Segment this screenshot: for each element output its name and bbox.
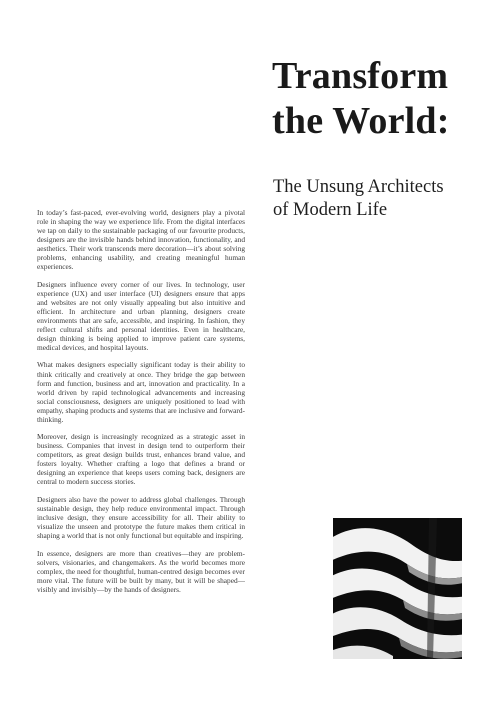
architecture-photo-graphic bbox=[333, 518, 462, 659]
article-body bbox=[37, 208, 245, 602]
title-line-1: Transform bbox=[272, 55, 449, 97]
body-paragraph-6: In essence, designers are more than creatives—they are problem-solvers, visionaries, and changemakers. As the world becomes more complex, the need for thoughtful, human-centred design becomes ever more vital. The future will be built by many, but it will be shaped—visibly and invisibly—by the hands of designers. bbox=[37, 548, 245, 594]
article-title bbox=[272, 54, 492, 144]
body-paragraph-5: Designers also have the power to address global challenges. Through sustainable design, they help reduce environmental impact. Through inclusive design, they ensure accessibility for all. Their ability to visualize the unseen and prototype the future makes them critical in shaping a world that is not only functional but equitable and inspiring. bbox=[37, 494, 245, 541]
article-subtitle bbox=[273, 176, 488, 222]
subtitle-line-1: The Unsung Architects bbox=[273, 177, 444, 197]
title-line-2: the World: bbox=[272, 100, 450, 142]
architecture-photo bbox=[333, 518, 462, 659]
subtitle-line-2: of Modern Life bbox=[273, 200, 388, 220]
body-paragraph-4: Moreover, design is increasingly recognized as a strategic asset in business. Companies that invest in design tend to outperform their competitors, as great design builds trust, enhances brand value, and fosters loyalty. Whether crafting a logo that defines a brand or designing an experience that keeps users coming back, designers are central to modern success stories. bbox=[37, 432, 245, 487]
body-paragraph-3: What makes designers especially significant today is their ability to think critically and creatively at once. They bridge the gap between form and function, business and art, innovation and practicality. In a world driven by rapid technological advancements and increasing social consciousness, designers are uniquely positioned to lead with empathy, shaping products and systems that are inclusive and forward-thinking. bbox=[37, 360, 245, 424]
body-paragraph-2: Designers influence every corner of our lives. In technology, user experience (UX) and user interface (UI) designers ensure that apps and websites are not only visually appealing but also intuitive and efficient. In architecture and urban planning, designers create environments that are safe, accessible, and inspiring. In fashion, they reflect cultural shifts and personal identities. Even in healthcare, design thinking is being applied to improve patient care systems, medical devices, and hospital layouts. bbox=[37, 279, 245, 353]
body-paragraph-1: In today’s fast-paced, ever-evolving world, designers play a pivotal role in shaping the way we experience life. From the digital interfaces we tap on daily to the sustainable packaging of our favourite products, designers are the invisible hands behind innovation, functionality, and aesthetics. Their work transcends mere decoration—it’s about solving problems, enhancing usability, and creating meaningful human experiences. bbox=[37, 208, 245, 272]
